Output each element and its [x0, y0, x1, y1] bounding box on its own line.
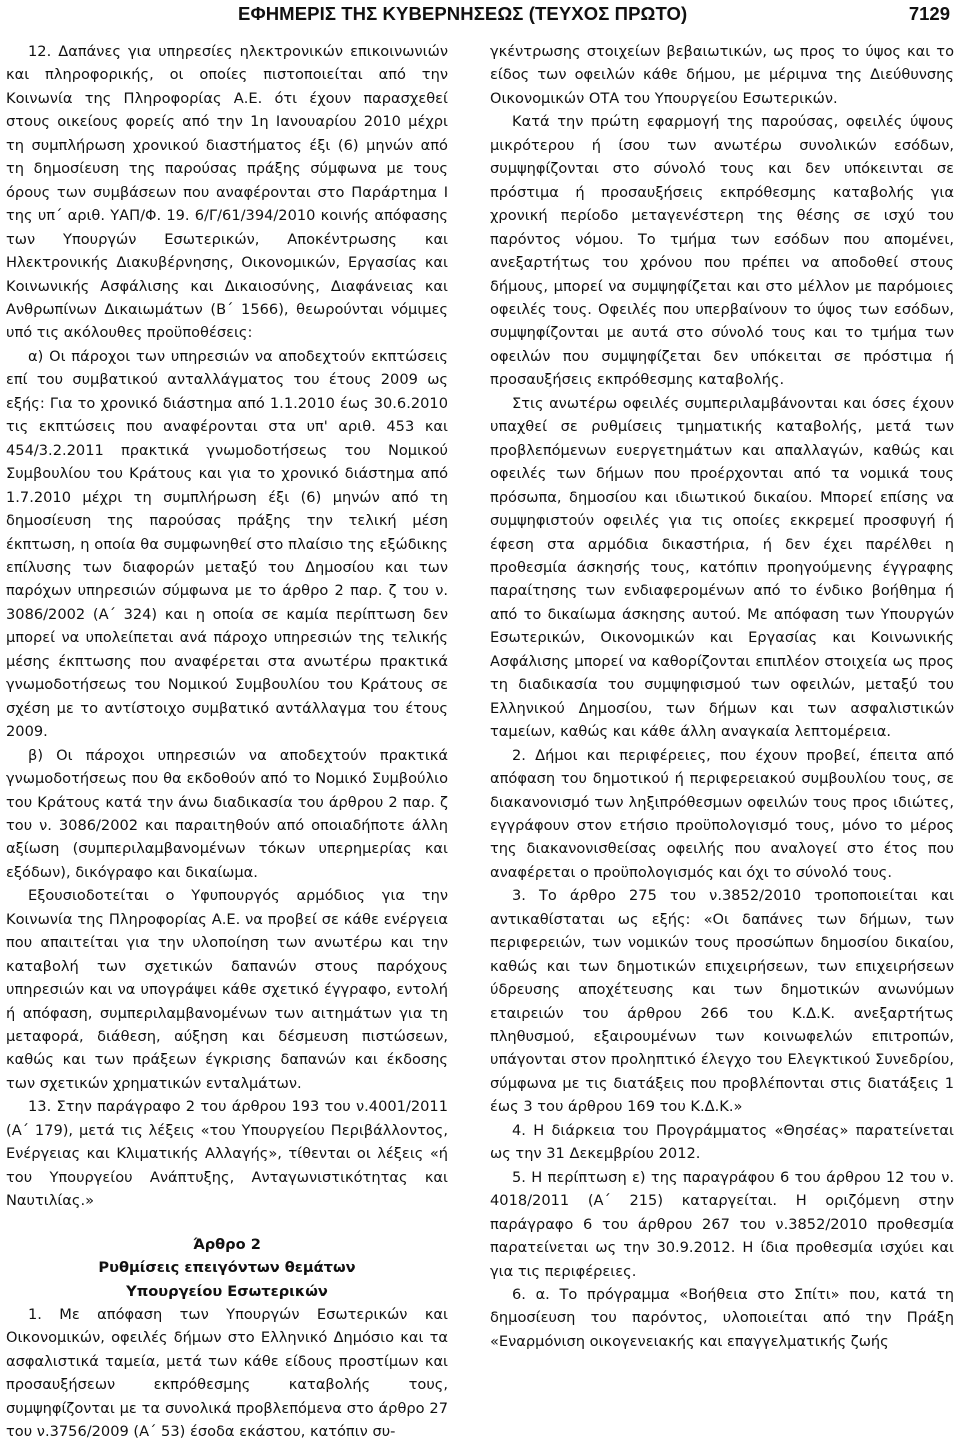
- gazette-title: ΕΦΗΜΕΡΙΣ ΤΗΣ ΚΥΒΕΡΝΗΣΕΩΣ (ΤΕΥΧΟΣ ΠΡΩΤΟ): [238, 3, 688, 24]
- paragraph-included-debts: Στις ανωτέρω οφειλές συμπεριλαμβάνονται και όσες έχουν υπαχθεί σε ρυθμίσεις τμηματικής καταβολής, μετά των προβλεπόμενων ευεργετημάτων και απαλλαγών, καθώς και οφειλές των δήμων που προέρχονται από τα νομικά τους πρόσωπα, δημοσίου και ιδιωτικού δικαίου. Μπορεί επίσης να συμψηφιστούν οφειλές για τις οποίες εκκρεμεί προσφυγή ή έφεση στα αρμόδια δικαστήρια, ή δεν έχει παρέλθει η προθεσμία άσκησής τους, κατόπιν προηγούμενης έγγραφης παραίτησης των ενδιαφερομένων από το ένδικο βοήθημα ή από το δικαίωμα άσκησης αυτού. Με απόφαση των Υπουργών Εσωτερικών, Οικονομικών και Εργασίας και Κοινωνικής Ασφάλισης μπορεί να καθορίζονται επιπλέον στοιχεία ως προς τη διαδικασία του συμψηφισμού των οφειλών, μεταξύ του Ελληνικού Δημοσίου, των δήμων και των ασφαλιστικών ταμείων, καθώς και κάθε άλλη αναγκαία λεπτομέρεια.: [490, 394, 954, 741]
- article-subtitle-line-2: Υπουργείου Εσωτερικών: [126, 1282, 328, 1300]
- paragraph-authorization: Εξουσιοδοτείται ο Υφυπουργός αρμόδιος για την Κοινωνία της Πληροφορίας Α.Ε. να προβεί σε κάθε ενέργεια που απαιτείται για την υλοποίηση των ανωτέρω και την καταβολή των σχετικών δαπανών στους παρόχους υπηρεσιών και να υπογράψει κάθε σχετικό έγγραφο, εντολή ή απόφαση, συμπεριλαμβανομένων των αιτημάτων για τη μεταφορά, διάθεση, αύξηση και δέσμευση πιστώσεων, καθώς και των πράξεων έγκρισης δαπανών και έκδοσης των σχετικών χρηματικών ενταλμάτων.: [6, 887, 448, 1092]
- paragraph-13: 13. Στην παράγραφο 2 του άρθρου 193 του ν.4001/2011 (Α΄ 179), μετά τις λέξεις «του Υπουργείου Περιβάλλοντος, Ενέργειας και Κλιματικής Αλλαγής», τίθενται οι λέξεις «ή του Υπουργείου Ανάπτυξης, Ανταγωνιστικότητας και Ναυτιλίας.»: [6, 1098, 448, 1210]
- article-2-paragraph-6: 6. α. Το πρόγραμμα «Βοήθεια στο Σπίτι» που, κατά τη δημοσίευση του παρόντος, υλοποιείται από την Πράξη «Εναρμόνιση οικογενειακής και επαγγελματικής ζωής: [490, 1286, 954, 1350]
- paragraph-12-a: α) Οι πάροχοι των υπηρεσιών να αποδεχτούν εκπτώσεις επί του συμβατικού ανταλλάγματος του έτους 2009 ως εξής: Για το χρονικό διάστημα από 1.1.2010 έως 30.6.2010 τις εκπτώσεις που αναφέρονται στα υπ' αριθ. 453 και 454/3.2.2011 πρακτικά γνωμοδοτήσεως του Νομικού Συμβουλίου του Κράτους και για το χρονικό διάστημα από 1.7.2010 μέχρι τη συμπλήρωση έξι (6) μηνών από τη δημοσίευση της παρούσας πράξης την τελική μέση έκπτωση, η οποία θα συμφωνηθεί στο πλαίσιο της εξώδικης επίλυσης των διαφορών μεταξύ του Δημοσίου και των παρόχων υπηρεσιών σύμφωνα με το άρθρο 2 παρ. ζ του ν. 3086/2002 (Α΄ 324) και η οποία σε καμία περίπτωση δεν μπορεί να υπολείπεται ανά πάροχο υπηρεσιών της τελικής μέσης έκπτωσης που αναφέρεται στα ανωτέρω πρακτικά γνωμοδοτήσεως του Νομικού Συμβουλίου του Κράτους σε σχέση με το αντίστοιχο συμβατικό αντάλλαγμα του έτους 2009.: [6, 347, 448, 741]
- article-title: Άρθρο 2: [193, 1235, 261, 1253]
- left-column: [6, 40, 448, 1444]
- page-number: 7129: [908, 3, 950, 24]
- page-header: [0, 3, 960, 29]
- paragraph-12: 12. Δαπάνες για υπηρεσίες ηλεκτρονικών επικοινωνιών και πληροφορικής, οι οποίες πιστοποιείται από την Κοινωνία της Πληροφορίας Α.Ε. ότι έχουν παρασχεθεί στους οικείους φορείς από την 1η Ιανουαρίου 2010 μέχρι τη συμπλήρωση χρονικού διαστήματος έξι (6) μηνών από τη δημοσίευση της παρούσας πράξης σύμφωνα με τους όρους των συμβάσεων που αναφέρονται στο Παράρτημα Ι της υπ΄ αριθ. ΥΑΠ/Φ. 19. 6/Γ/61/394/2010 κοινής απόφασης των Υπουργών Εσωτερικών, Αποκέντρωσης και Ηλεκτρονικής Διακυβέρνησης, Οικονομικών, Εργασίας και Κοινωνικής Ασφάλισης και Δικαιοσύνης, Διαφάνειας και Ανθρωπίνων Δικαιωμάτων (Β΄ 1566), θεωρούνται νόμιμες υπό τις ακόλουθες προϋποθέσεις:: [6, 43, 448, 342]
- article-2-paragraph-4: 4. Η διάρκεια του Προγράμματος «Θησέας» παρατείνεται ως την 31 Δεκεμβρίου 2012.: [490, 1121, 954, 1163]
- article-2-paragraph-1-continued: γκέντρωσης στοιχείων βεβαιωτικών, ως προς το ύψος και το είδος των οφειλών κάθε δήμου, με μέριμνα της Διεύθυνσης Οικονομικών ΟΤΑ του Υπουργείου Εσωτερικών.: [490, 43, 954, 107]
- article-2-paragraph-2: 2. Δήμοι και περιφέρειες, που έχουν προβεί, έπειτα από απόφαση του δημοτικού ή περιφερειακού συμβουλίου τους, σε διακανονισμό των ληξιπρόθεσμων οφειλών τους προς ιδιώτες, εγγράφουν στον ετήσιο προϋπολογισμό τους, μόνο το μέρος της διακανονισθείσας οφειλής που αναλογεί στο έτος που αναφέρεται ο προϋπολογισμός και όχι το σύνολό τους.: [490, 746, 954, 881]
- article-2-paragraph-5: 5. Η περίπτωση ε) της παραγράφου 6 του άρθρου 12 του ν. 4018/2011 (Α΄ 215) καταργείται. Η οριζόμενη στην παράγραφο 6 του άρθρου 267 του ν.3852/2010 προθεσμία παρατείνεται ως την 30.9.2012. Η ίδια προθεσμία ισχύει και για τις περιφέρειες.: [490, 1168, 954, 1280]
- article-subtitle-line-1: Ρυθμίσεις επειγόντων θεμάτων: [98, 1259, 356, 1277]
- right-column: [490, 40, 954, 1353]
- article-2-paragraph-3: 3. Το άρθρο 275 του ν.3852/2010 τροποποιείται και αντικαθίσταται ως εξής: «Οι δαπάνες των δήμων, των περιφερειών, των νομικών τους προσώπων δημοσίου δικαίου, καθώς και των δημοτικών επιχειρήσεων, των επιχειρήσεων ύδρευσης αποχέτευσης και των δημοτικών ανωνύμων εταιρειών του άρθρου 266 του Κ.Δ.Κ. ανεξαρτήτως πληθυσμού, εξαιρουμένων των κοινωφελών επιτροπών, υπάγονται στον προληπτικό έλεγχο του Ελεγκτικού Συνεδρίου, σύμφωνα με τις διατάξεις που προβλέπονται στις διατάξεις 1 έως 3 του άρθρου 169 του Κ.Δ.Κ.»: [490, 887, 954, 1116]
- paragraph-12-b: β) Οι πάροχοι υπηρεσιών να αποδεχτούν πρακτικά γνωμοδοτήσεως που θα εκδοθούν από το Νομικό Συμβούλιο του Κράτους κατά την άνω διαδικασία του άρθρου 2 παρ. ζ του ν. 3086/2002 και παραιτηθούν από οποιαδήποτε άλλη αξίωση (συμπεριλαμβανομένων τόκων υπερημερίας και εξόδων), δικόγραφο και δικαίωμα.: [6, 746, 448, 881]
- paragraph-first-application: Κατά την πρώτη εφαρμογή της παρούσας, οφειλές ύψους μικρότερου ή ίσου των ανωτέρω συνολικών εσόδων, συμψηφίζονται στο σύνολό τους και δεν υπόκεινται σε πρόστιμα ή προσαυξήσεις εκπρόθεσμης καταβολής για χρονική περίοδο μεταγενέστερη της θέσης σε ισχύ του παρόντος νόμου. Το τμήμα των εσόδων που απομένει, ανεξαρτήτως του χρόνου που πρέπει να αποδοθεί στους δήμους, μπορεί να συμψηφίζεται και στο μέλλον με παρόμοιες οφειλές τους. Οφειλές που υπερβαίνουν το ύψος των εσόδων, συμψηφίζονται με αυτά στο σύνολό τους και το τμήμα των οφειλών που συμψηφίζεται δεν υπόκειται σε πρόστιμα ή προσαυξήσεις εκπρόθεσμης καταβολής.: [490, 113, 954, 389]
- article-2-paragraph-1: 1. Με απόφαση των Υπουργών Εσωτερικών και Οικονομικών, οφειλές δήμων στο Ελληνικό Δημόσιο και τα ασφαλιστικά ταμεία, μετά των κάθε είδους προστίμων και προσαυξήσεων εκπρόθεσμης καταβολής τους, συμψηφίζονται με τα συνολικά προβλεπόμενα στο άρθρο 27 του ν.3756/2009 (Α΄ 53) έσοδα εκάστου, κατόπιν συ-: [6, 1306, 448, 1441]
